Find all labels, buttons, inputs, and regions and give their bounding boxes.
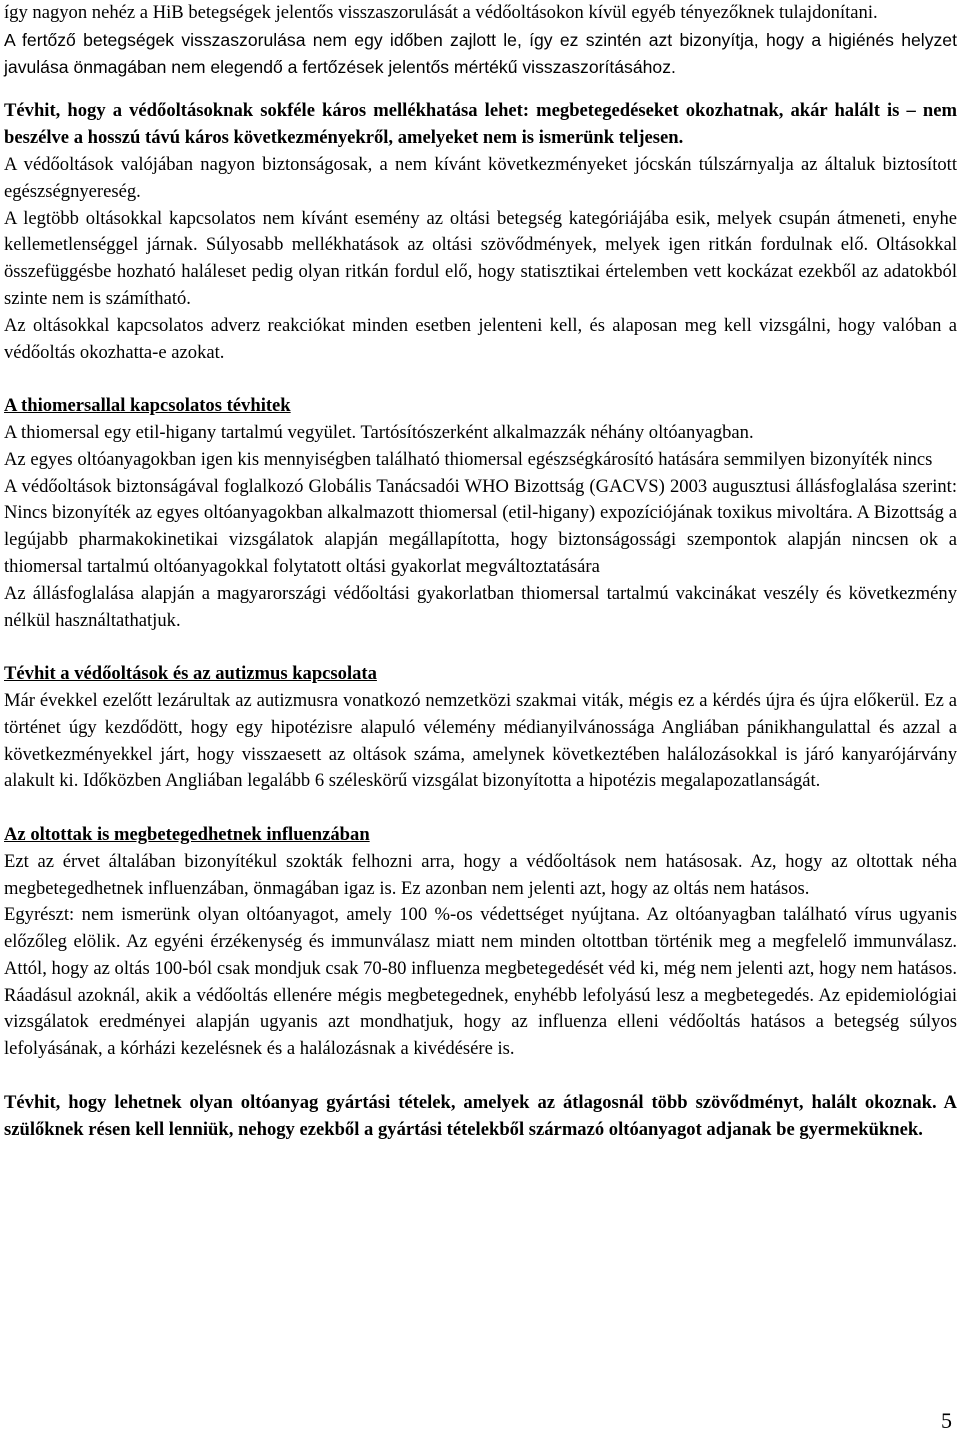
thiomersal-paragraph-3: A védőoltások biztonságával foglalkozó Globális Tanácsadói WHO Bizottság (GACVS) 2003 augusztusi állásfoglalása szerint: Nincs bizonyíték az egyes oltóanyagokban alkalmazott thiomersal (etil-higany) expozíciójának toxikus mivoltára. A Bizottság a legújabb pharmakokinetikai vizsgálatok alapján megállapította, hogy biztonságossági szempontok alapján nincsen ok a thiomersal tartalmú oltóanyagokkal folytatott oltási gyakorlat megváltoztatására bbox=[4, 475, 957, 577]
intro-paragraph-1: így nagyon nehéz a HiB betegségek jelentős visszaszorulását a védőoltásokon kívül egyéb tényezőknek tulajdonítani. bbox=[4, 2, 878, 23]
influenza-paragraph-2: Egyrészt: nem ismerünk olyan oltóanyagot, amely 100 %-os védettséget nyújtana. Az oltóanyagban található vírus ugyanis előzőleg elölik. Az egyéni érzékenység és immunválasz miatt nem minden oltottban történik meg a megfelelő immunválasz. Attól, hogy az oltás 100-ból csak mondjuk csak 70-80 influenza megbetegedését véd ki, még nem jelenti azt, hogy nem hatásos. Ráadásul azoknál, akik a védőoltás ellenére mégis megbetegednek, enyhébb lefolyású lesz a megbetegedés. Az epidemiológiai vizsgálatok eredményei alapján ugyanis azt mondhatjuk, hogy az influenza elleni védőoltás hatásos a betegség súlyos lefolyásának, a kórházi kezelésnek és a halálozásnak a kivédésére is. bbox=[4, 904, 957, 1060]
thiomersal-paragraph-4: Az állásfoglalása alapján a magyarországi védőoltási gyakorlatban thiomersal tartalmú vakcinákat veszély és következmény nélkül használtathatjuk. bbox=[4, 582, 957, 631]
batch-myth: Tévhit, hogy lehetnek olyan oltóanyag gyártási tételek, amelyek az átlagosnál több szövődményt, halált okoznak. A szülőknek résen kell lenniük, nehogy ezekből a gyártási tételekből származó oltóanyagot adjanak be gyermeküknek. bbox=[4, 1091, 957, 1140]
intro-paragraph-2: A fertőző betegségek visszaszorulása nem egy időben zajlott le, így ez szintén azt bizonyítja, hogy a higiénés helyzet javulása önmagában nem elegendő a fertőzések jelentős mértékű visszaszorításához. bbox=[4, 29, 957, 77]
side-effects-paragraph-3: Az oltásokkal kapcsolatos adverz reakciókat minden esetben jelenteni kell, és alaposan meg kell vizsgálni, hogy valóban a védőoltás okozhatta-e azokat. bbox=[4, 314, 957, 363]
thiomersal-paragraph-2: Az egyes oltóanyagokban igen kis mennyiségben található thiomersal egészségkárosító hatására semmilyen bizonyíték nincs bbox=[4, 448, 933, 470]
spacer bbox=[4, 1063, 957, 1090]
spacer bbox=[4, 80, 957, 98]
page-number: 5 bbox=[941, 1408, 952, 1433]
side-effects-myth: Tévhit, hogy a védőoltásoknak sokféle káros mellékhatása lehet: megbetegedéseket okozhatnak, akár halált is – nem beszélve a hosszú távú káros következményekről, amelyeket nem is ismerünk teljesen. bbox=[4, 100, 957, 149]
autism-heading: Tévhit a védőoltások és az autizmus kapcsolata bbox=[4, 663, 377, 685]
spacer bbox=[4, 366, 957, 393]
thiomersal-paragraph-1: A thiomersal egy etil-higany tartalmú vegyület. Tartósítószerként alkalmazzák néhány oltóanyagban. bbox=[4, 421, 754, 443]
spacer bbox=[4, 634, 957, 661]
thiomersal-heading: A thiomersallal kapcsolatos tévhitek bbox=[4, 395, 291, 417]
side-effects-paragraph-2: A legtöbb oltásokkal kapcsolatos nem kívánt esemény az oltási betegség kategóriájába esik, melyek csupán átmeneti, enyhe kellemetlenséggel járnak. Súlyosabb mellékhatások az oltási szövődmények, melyek igen ritkán fordulnak elő. Oltásokkal összefüggésbe hozható haláleset pedig olyan ritkán fordul elő, hogy statisztikai értelemben vett kockázat ezekből az adatokból szinte nem is számítható. bbox=[4, 207, 957, 309]
side-effects-paragraph-1: A védőoltások valójában nagyon biztonságosak, a nem kívánt következményeket jócskán túlszárnyalja az általuk biztosított egészségnyereség. bbox=[4, 153, 957, 202]
autism-paragraph-1: Már évekkel ezelőtt lezárultak az autizmusra vonatkozó nemzetközi szakmai viták, mégis ez a kérdés újra és újra előkerül. Ez a történet úgy kezdődött, hogy egy hipotézisre alapuló vélemény médianyilvánossága Angliában pánikhangulattal és azzal a következményekkel járt, hogy visszaesett az oltások száma, amelynek következtében halálozásokkal is járó kanyarójárvány alakult ki. Időközben Angliában legalább 6 széleskörű vizsgálat bizonyította a hipotézis megalapozatlanságát. bbox=[4, 689, 957, 792]
spacer bbox=[4, 795, 957, 822]
influenza-heading: Az oltottak is megbetegedhetnek influenzában bbox=[4, 823, 370, 845]
document-page bbox=[4, 0, 957, 1143]
influenza-paragraph-1: Ezt az érvet általában bizonyítékul szokták felhozni arra, hogy a védőoltások nem hatásosak. Az, hogy az oltottak néha megbetegedhetnek influenzában, önmagában igaz is. Ez azonban nem jelenti azt, hogy az oltás nem hatásos. bbox=[4, 850, 957, 899]
